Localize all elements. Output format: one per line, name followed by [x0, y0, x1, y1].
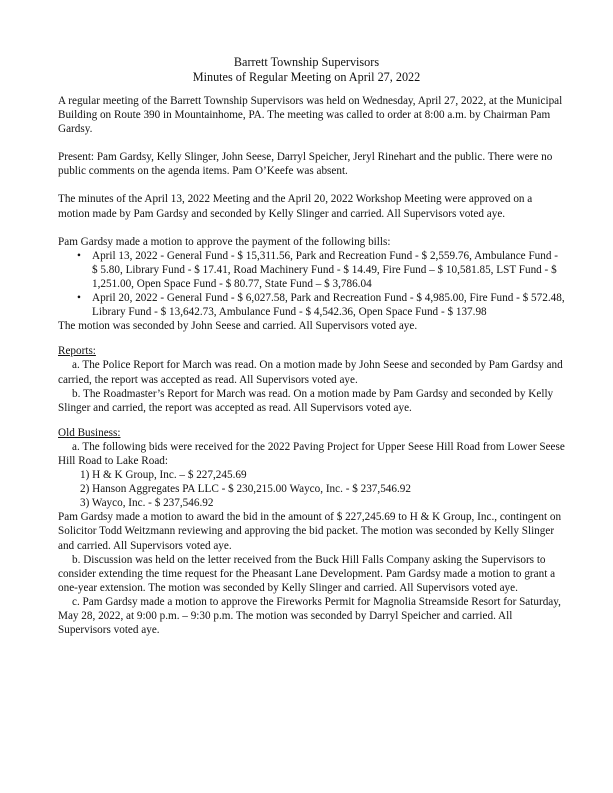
present-paragraph: Present: Pam Gardsy, Kelly Slinger, John Seese, Darryl Speicher, Jeryl Rinehart and the public. There were no public comments on the agenda items. Pam O’Keefe was absent. — [58, 151, 553, 178]
reports-section — [58, 344, 565, 414]
bill-item: • April 13, 2022 - General Fund - $ 15,311.56, Park and Recreation Fund - $ 2,559.76, Ambulance Fund - $ 5.80, Library Fund - $ 17.41, Road Machinery Fund - $ 14.49, Fire Fund – $ 10,581.85, LST Fund - $ 1,251.00, Open Space Fund - $ 80.77, State Fund – $ 3,786.04 — [92, 249, 565, 291]
old-business-section — [58, 426, 565, 637]
bills-intro: Pam Gardsy made a motion to approve the payment of the following bills: — [58, 235, 391, 248]
bid-award-motion: Pam Gardsy made a motion to award the bid in the amount of $ 227,245.69 to H & K Group, Inc., contingent on Solicitor Todd Weitzmann reviewing and approving the bid packet. The motion was seconded by Kelly Slinger and carried. All Supervisors voted aye. — [58, 511, 562, 552]
old-business-item-c: c. Pam Gardsy made a motion to approve the Fireworks Permit for Magnolia Streamside Resort for Saturday, May 28, 2022, at 9:00 p.m. – 9:30 p.m. The motion was seconded by Darryl Speicher and carried. All Supervisors voted aye. — [58, 595, 561, 637]
bid-line: 2) Hanson Aggregates PA LLC - $ 230,215.00 Wayco, Inc. - $ 237,546.92 — [80, 483, 411, 496]
document-title — [0, 55, 613, 84]
old-business-item-b: b. Discussion was held on the letter received from the Buck Hill Falls Company asking the Supervisors to consider extending the time request for the Pheasant Lane Development. Pam Gardsy made a motion to grant a one-year extension. The motion was seconded by Kelly Slinger and carried. All Supervisors voted aye. — [58, 553, 556, 594]
report-item-a: a. The Police Report for March was read. On a motion made by John Seese and seconded by Pam Gardsy and carried, the report was accepted as read. All Supervisors voted aye. — [58, 359, 563, 386]
minutes-paragraph: The minutes of the April 13, 2022 Meeting and the April 20, 2022 Workshop Meeting were approved on a motion made by Pam Gardsy and seconded by Kelly Slinger and carried. All Supervisors voted aye. — [58, 193, 533, 220]
reports-heading: Reports: — [58, 345, 96, 358]
bid-line: 1) H & K Group, Inc. – $ 227,245.69 — [80, 469, 247, 482]
report-item-b: b. The Roadmaster’s Report for March was read. On a motion made by Pam Gardsy and seconded by Kelly Slinger and carried, the report was accepted as read. All Supervisors voted aye. — [58, 387, 554, 414]
bills-closing: The motion was seconded by John Seese and carried. All Supervisors voted aye. — [58, 320, 418, 333]
old-business-item-a: a. The following bids were received for the 2022 Paving Project for Upper Seese Hill Road from Lower Seese Hill Road to Lake Road: — [58, 440, 565, 467]
document-body — [58, 94, 565, 637]
bills-section — [58, 235, 565, 334]
intro-paragraph: A regular meeting of the Barrett Township Supervisors was held on Wednesday, April 27, 2022, at the Municipal Building on Route 390 in Mountainhome, PA. The meeting was called to order at 8:00 a.m. by Chairman Pam Gardsy. — [58, 95, 563, 136]
title-line-2: Minutes of Regular Meeting on April 27, 2022 — [192, 69, 421, 84]
old-business-heading: Old Business: — [58, 426, 121, 439]
bid-line: 3) Wayco, Inc. - $ 237,546.92 — [80, 497, 214, 510]
title-line-1: Barrett Township Supervisors — [233, 55, 380, 69]
bill-item: • April 20, 2022 - General Fund - $ 6,027.58, Park and Recreation Fund - $ 4,985.00, Fire Fund - $ 572.48, Library Fund - $ 13,642.73, Ambulance Fund - $ 4,542.36, Open Space Fund - $ 137.98 — [92, 291, 565, 319]
bills-list — [58, 249, 565, 319]
